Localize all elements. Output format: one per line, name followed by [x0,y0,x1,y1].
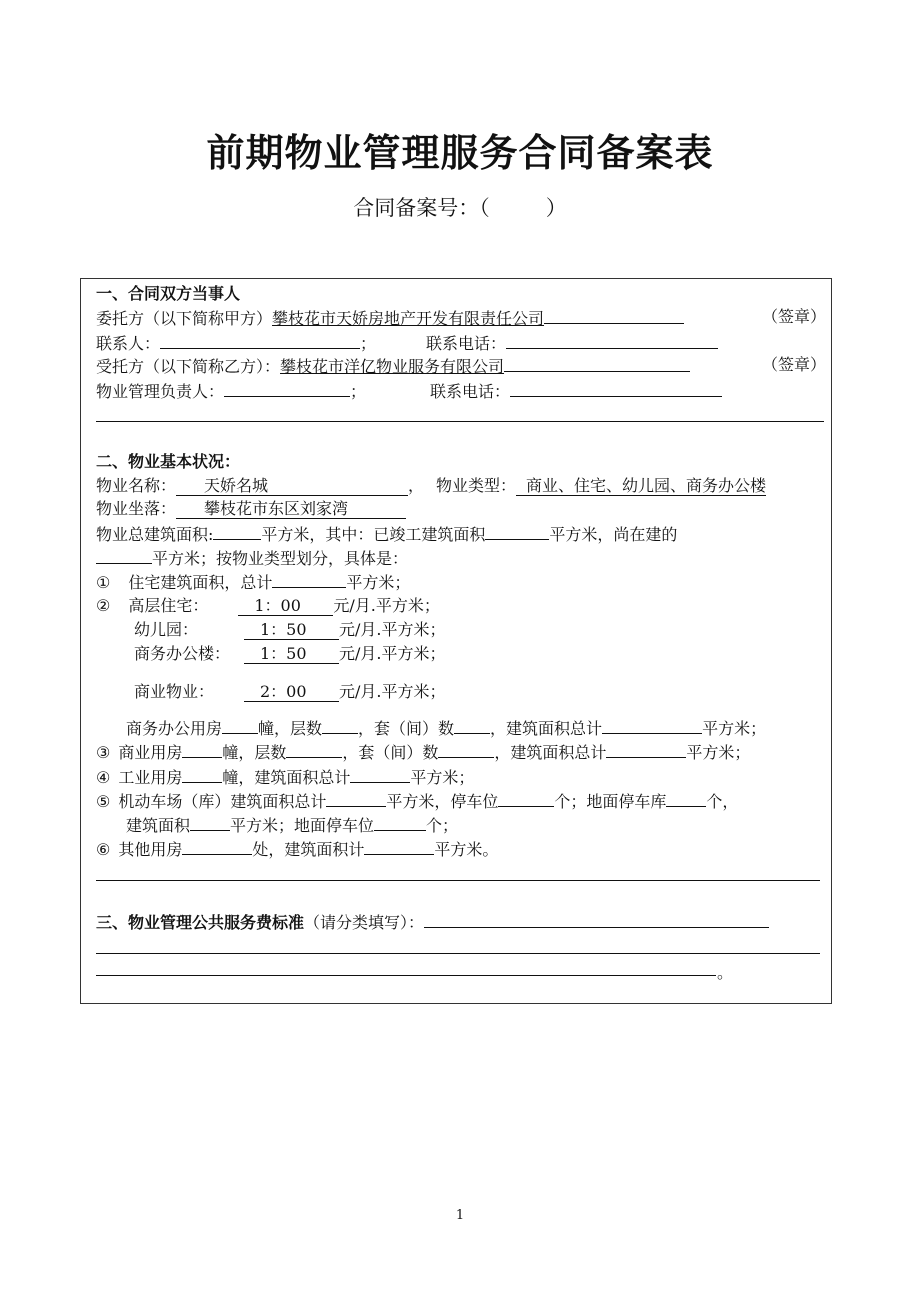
fee-label: 商业物业： [134,682,215,701]
item5-number: ⑤ [96,792,111,811]
parking-row-2 [126,813,458,835]
section-divider [96,880,820,881]
industrial-area-label: 幢，建筑面积总计 [222,768,351,787]
industrial-area-unit: 平方米； [410,768,475,787]
commercial-buildings-input[interactable] [182,740,222,758]
item2-number: ② [96,596,111,615]
manager-semicolon: ； [350,382,367,401]
section3-heading: 三、物业管理公共服务费标准 [96,913,305,932]
other-label: 其他用房 [118,840,183,859]
section-divider [96,421,824,422]
under-construction-input[interactable] [96,546,152,564]
ground-garage-input[interactable] [666,789,706,807]
parking-area-input[interactable] [326,789,386,807]
party-a-contact-row [96,331,718,353]
property-name-value[interactable]: 天娇名城 [176,476,408,496]
phone-input[interactable] [506,331,718,349]
under-construction-label: 平方米，尚在建的 [549,525,678,544]
party-a-label: 委托方（以下简称甲方） [96,309,273,328]
parking-spaces-input[interactable] [498,789,554,807]
office-building-row [126,716,826,738]
commercial-label: 商业用房 [118,743,183,762]
property-name-label: 物业名称： [96,476,177,495]
office-area-label: ，建筑面积总计 [490,719,603,738]
service-fee-end-mark: 。 [717,963,734,982]
filing-number [0,192,920,222]
party-b-row [96,354,826,376]
item3-number: ③ [96,743,111,762]
ground-spaces-label: 平方米；地面停车位 [230,816,375,835]
service-fee-line-2[interactable] [96,953,820,954]
other-count-input[interactable] [182,837,252,855]
residential-area-input[interactable] [272,570,346,588]
property-name-row [96,475,766,497]
commercial-units-label: ，套（间）数 [342,743,439,762]
industrial-row [96,765,474,787]
fee-row-office [134,643,445,665]
item6-number: ⑥ [96,840,111,859]
property-name-comma: ， [408,476,425,495]
page-number: 1 [455,1208,465,1223]
commercial-floors-input[interactable] [286,740,342,758]
party-b-value[interactable]: 攀枝花市洋亿物业服务有限公司 [280,357,505,376]
ground-garage-unit: 个， [706,792,739,811]
manager-label: 物业管理负责人： [96,382,225,401]
service-fee-line-3[interactable] [96,975,716,976]
area-breakdown-row [96,546,408,568]
other-area-unit: 平方米。 [434,840,499,859]
fee-unit: 元/月.平方米； [339,682,446,701]
residential-area-unit: 平方米； [346,573,411,592]
office-area-input[interactable] [602,716,702,734]
party-b-blank[interactable] [504,354,690,372]
parking-row [96,789,826,811]
section2-heading: 二、物业基本状况： [96,452,241,471]
party-b-seal: （签章） [761,355,826,374]
office-units-input[interactable] [454,716,490,734]
contact-semicolon: ； [360,334,377,353]
service-fee-input[interactable] [424,910,769,928]
item4-number: ④ [96,768,111,787]
service-fee-row [96,910,822,932]
manager-input[interactable] [224,379,350,397]
area-breakdown-text: 平方米；按物业类型划分，具体是： [152,549,409,568]
party-b-label: 受托方（以下简称乙方）： [96,357,281,376]
commercial-building-row [96,740,826,762]
ground-spaces-input[interactable] [374,813,426,831]
contact-label: 联系人： [96,334,161,353]
office-buildings-input[interactable] [222,716,258,734]
property-location-row [96,498,406,520]
industrial-area-input[interactable] [350,765,410,783]
fee-label: 幼儿园： [134,620,199,639]
section1-heading: 一、合同双方当事人 [96,284,241,303]
residential-area-label: 住宅建筑面积，总计 [128,573,273,592]
fee-value[interactable]: 1：00 [238,596,333,616]
fee-label: 高层住宅： [128,596,209,615]
manager-row [96,379,722,401]
industrial-label: 工业用房 [118,768,183,787]
commercial-area-label: ，建筑面积总计 [494,743,607,762]
document-title: 前期物业管理服务合同备案表 [206,131,714,175]
other-buildings-row [96,837,498,859]
commercial-area-input[interactable] [606,740,686,758]
total-area-label: 物业总建筑面积: [96,525,214,544]
residential-area-row [96,570,410,592]
fee-label: 商务办公楼： [134,644,231,663]
completed-area-label: 平方米，其中：已竣工建筑面积 [261,525,486,544]
property-type-label: 物业类型： [436,476,517,495]
commercial-area-unit: 平方米； [686,743,751,762]
garage-area-label: 建筑面积 [126,816,191,835]
office-units-label: ，套（间）数 [358,719,455,738]
parking-area-label: 机动车场（库）建筑面积总计 [118,792,327,811]
party-a-seal: （签章） [761,307,826,326]
commercial-floors-label: 幢，层数 [222,743,287,762]
ground-spaces-unit: 个； [426,816,459,835]
office-area-unit: 平方米； [702,719,767,738]
office-label: 商务办公用房 [126,719,223,738]
fee-unit: 元/月.平方米； [333,596,440,615]
phone-label: 联系电话： [426,334,507,353]
property-location-value[interactable]: 攀枝花市东区刘家湾 [176,499,406,519]
fee-value[interactable]: 2：00 [244,682,339,702]
other-area-input[interactable] [364,837,434,855]
commercial-units-input[interactable] [438,740,494,758]
party-a-value[interactable]: 攀枝花市天娇房地产开发有限责任公司 [272,309,545,328]
fee-value[interactable]: 1：50 [244,620,339,640]
fee-unit: 元/月.平方米； [339,644,446,663]
party-a-row [96,306,826,328]
manager-phone-input[interactable] [510,379,722,397]
total-area-input[interactable] [213,522,261,540]
property-type-value[interactable]: 商业、住宅、幼儿园、商务办公楼 [516,476,766,496]
completed-area-input[interactable] [485,522,549,540]
other-area-label: 处，建筑面积计 [252,840,365,859]
fee-unit: 元/月.平方米； [339,620,446,639]
fee-value[interactable]: 1：50 [244,644,339,664]
filing-number-close: ） [545,196,567,220]
fee-row-commercial [134,681,445,703]
garage-area-input[interactable] [190,813,230,831]
parking-spaces-label: 平方米，停车位 [386,792,499,811]
filing-number-label: 合同备案号：（ [353,196,490,220]
office-floors-input[interactable] [322,716,358,734]
fee-row-kindergarten [134,619,445,641]
contact-input[interactable] [160,331,360,349]
office-floors-label: 幢，层数 [258,719,323,738]
property-location-label: 物业坐落： [96,499,177,518]
item1-number: ① [96,573,111,592]
party-a-blank[interactable] [544,306,684,324]
industrial-buildings-input[interactable] [182,765,222,783]
total-area-row [96,522,677,544]
manager-phone-label: 联系电话： [430,382,511,401]
section3-note: （请分类填写）： [304,913,425,932]
ground-garage-label: 个；地面停车库 [554,792,667,811]
fee-row-highrise [96,595,440,617]
